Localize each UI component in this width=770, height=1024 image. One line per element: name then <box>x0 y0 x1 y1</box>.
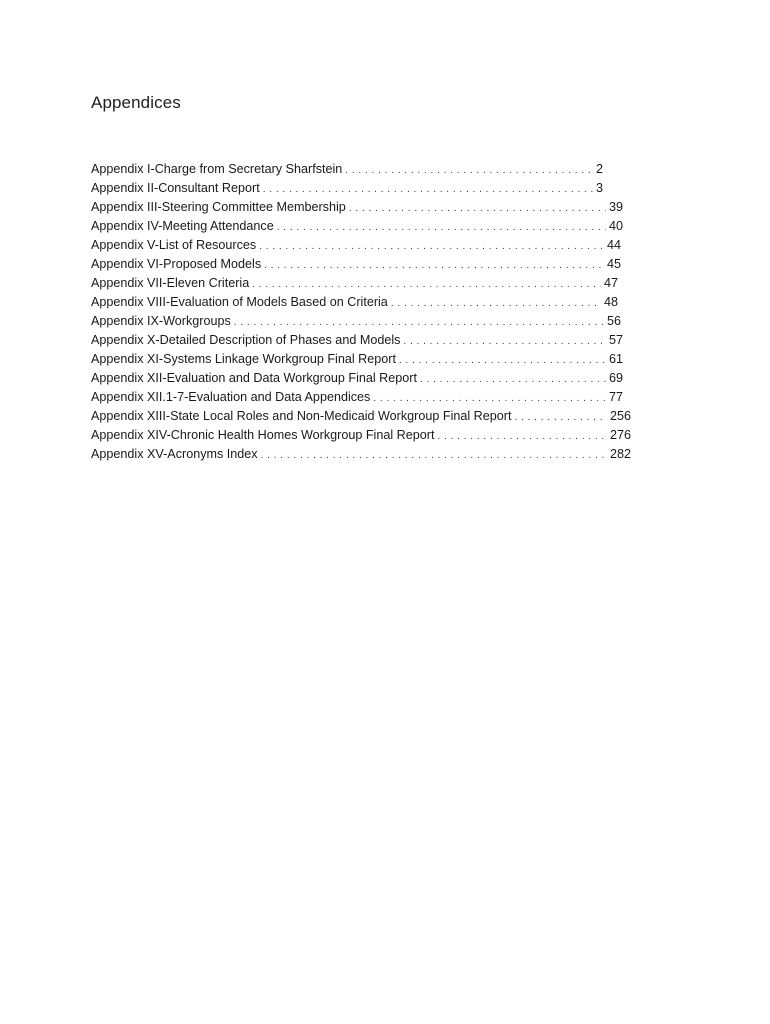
page-heading: Appendices <box>91 93 181 112</box>
toc-dot-leader <box>349 199 606 217</box>
toc-dot-leader <box>345 161 593 179</box>
toc-entry[interactable] <box>91 217 623 236</box>
toc-entry-page-number: 56 <box>606 314 621 328</box>
toc-entry[interactable] <box>91 407 631 426</box>
toc-dot-leader <box>234 313 604 331</box>
toc-entry-page-number: 57 <box>608 333 623 347</box>
toc-entry-title: Appendix II-Consultant Report <box>91 181 260 195</box>
toc-entry[interactable] <box>91 369 623 388</box>
toc-entry-page-number: 2 <box>595 162 603 176</box>
toc-dot-leader <box>399 351 606 369</box>
toc-entry[interactable] <box>91 160 603 179</box>
toc-dot-leader <box>252 275 601 293</box>
toc-entry[interactable] <box>91 293 618 312</box>
toc-entry[interactable] <box>91 312 621 331</box>
toc-entry-title: Appendix VIII-Evaluation of Models Based on Criteria <box>91 295 388 309</box>
toc-entry[interactable] <box>91 198 623 217</box>
toc-dot-leader <box>277 218 606 236</box>
toc-dot-leader <box>373 389 606 407</box>
toc-dot-leader <box>261 446 607 464</box>
toc-entry-page-number: 45 <box>606 257 621 271</box>
toc-entry-title: Appendix XV-Acronyms Index <box>91 447 258 461</box>
toc-entry[interactable] <box>91 274 618 293</box>
toc-entry-page-number: 3 <box>595 181 603 195</box>
toc-entry[interactable] <box>91 426 631 445</box>
toc-entry-title: Appendix VI-Proposed Models <box>91 257 262 271</box>
toc-entry-title: Appendix XI-Systems Linkage Workgroup Final Report <box>91 352 396 366</box>
toc-entry-title: Appendix IX-Workgroups <box>91 314 231 328</box>
toc-entry-page-number: 61 <box>608 352 623 366</box>
toc-entry[interactable] <box>91 445 631 464</box>
toc-entry[interactable] <box>91 331 623 350</box>
toc-entry-page-number: 40 <box>608 219 623 233</box>
table-of-contents <box>91 160 636 464</box>
toc-entry-page-number: 39 <box>608 200 623 214</box>
toc-entry-title: Appendix X-Detailed Description of Phases and Models <box>91 333 401 347</box>
toc-dot-leader <box>437 427 607 445</box>
toc-entry-title: Appendix VII-Eleven Criteria <box>91 276 250 290</box>
toc-entry-title: Appendix XIV-Chronic Health Homes Workgroup Final Report <box>91 428 435 442</box>
toc-entry[interactable] <box>91 350 623 369</box>
toc-entry[interactable] <box>91 388 623 407</box>
toc-entry-title: Appendix I-Charge from Secretary Sharfstein <box>91 162 343 176</box>
toc-entry[interactable] <box>91 255 621 274</box>
toc-entry-page-number: 47 <box>603 276 618 290</box>
toc-entry[interactable] <box>91 236 621 255</box>
toc-entry-title: Appendix IV-Meeting Attendance <box>91 219 274 233</box>
toc-entry-title: Appendix XII-Evaluation and Data Workgroup Final Report <box>91 371 417 385</box>
toc-entry-page-number: 282 <box>609 447 631 461</box>
toc-entry-page-number: 48 <box>603 295 618 309</box>
toc-entry-title: Appendix XIII-State Local Roles and Non-Medicaid Workgroup Final Report <box>91 409 512 423</box>
toc-entry-page-number: 256 <box>609 409 631 423</box>
toc-dot-leader <box>403 332 606 350</box>
toc-entry-page-number: 69 <box>608 371 623 385</box>
toc-entry-page-number: 44 <box>606 238 621 252</box>
toc-entry-title: Appendix III-Steering Committee Membership <box>91 200 346 214</box>
toc-dot-leader <box>263 180 593 198</box>
toc-dot-leader <box>264 256 604 274</box>
toc-dot-leader <box>391 294 601 312</box>
toc-entry[interactable] <box>91 179 603 198</box>
toc-dot-leader <box>514 408 607 426</box>
toc-dot-leader <box>259 237 604 255</box>
toc-entry-title: Appendix V-List of Resources <box>91 238 257 252</box>
toc-entry-page-number: 77 <box>608 390 623 404</box>
toc-dot-leader <box>420 370 606 388</box>
toc-entry-page-number: 276 <box>609 428 631 442</box>
toc-entry-title: Appendix XII.1-7-Evaluation and Data Appendices <box>91 390 371 404</box>
